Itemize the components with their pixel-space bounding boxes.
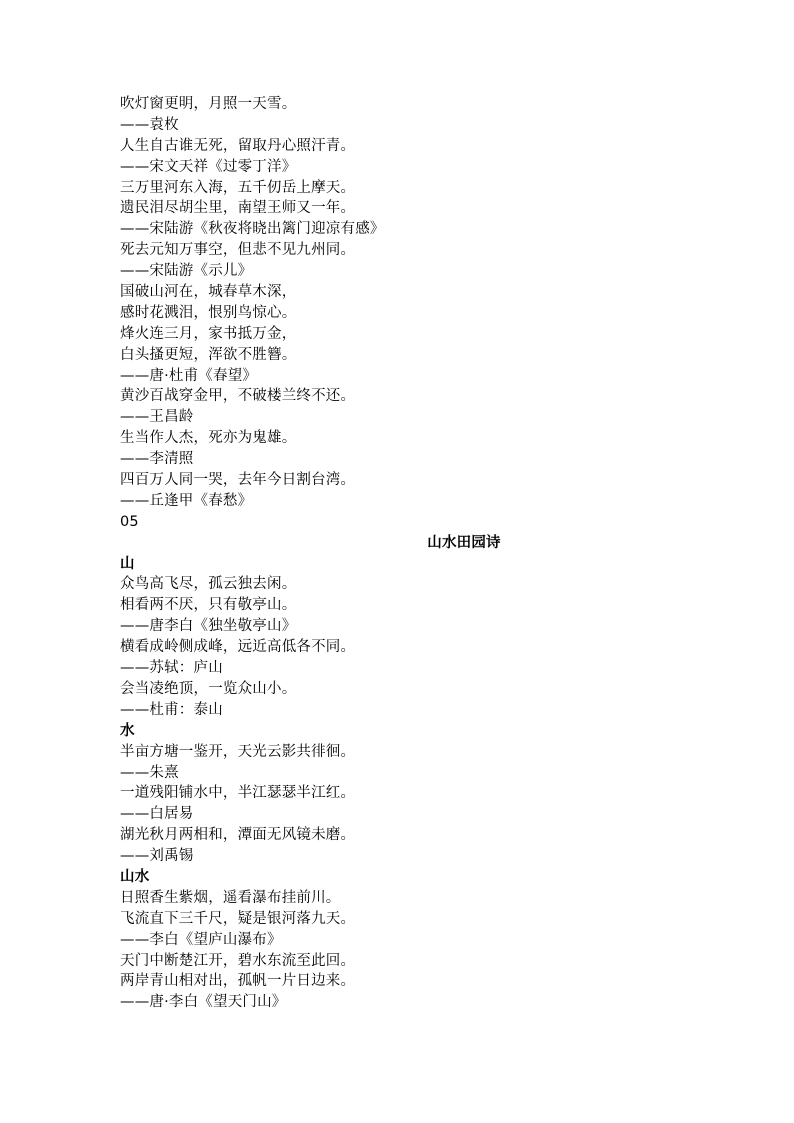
attribution-line: ——杜甫：泰山 [120, 701, 223, 718]
attribution-line: ——宋陆游《示儿》 [120, 263, 253, 280]
attribution-line: ——苏轼：庐山 [120, 660, 223, 677]
text-line: 一道残阳铺水中，半江瑟瑟半江红。 [120, 785, 356, 802]
attribution-line: ——丘逢甲《春愁》 [120, 492, 253, 509]
chapter-title: 山水田园诗 [427, 534, 501, 551]
attribution-line: ——李清照 [120, 451, 194, 468]
text-line: 05 [120, 513, 139, 530]
text-line: 众鸟高飞尽，孤云独去闲。 [120, 576, 297, 593]
text-line: 四百万人同一哭，去年今日割台湾。 [120, 472, 356, 489]
text-line: 横看成岭侧成峰，远近高低各不同。 [120, 639, 356, 656]
attribution-line: ——朱熹 [120, 764, 179, 781]
text-line: 相看两不厌，只有敬亭山。 [120, 597, 297, 614]
text-line: 三万里河东入海，五千仞岳上摩天。 [120, 179, 356, 196]
attribution-line: ——白居易 [120, 806, 194, 823]
attribution-line: ——唐李白《独坐敬亭山》 [120, 618, 297, 635]
attribution-line: ——李白《望庐山瀑布》 [120, 931, 282, 948]
attribution-line: ——宋文天祥《过零丁洋》 [120, 158, 297, 175]
text-line: 白头搔更短，浑欲不胜簪。 [120, 346, 297, 363]
text-line: 国破山河在，城春草木深， [120, 284, 297, 301]
attribution-line: ——王昌龄 [120, 409, 194, 426]
text-line: 会当凌绝顶，一览众山小。 [120, 680, 297, 697]
text-line: 人生自古谁无死，留取丹心照汗青。 [120, 137, 356, 154]
section-heading: 水 [120, 722, 135, 739]
text-line: 飞流直下三千尺，疑是银河落九天。 [120, 910, 356, 927]
section-heading: 山水 [120, 868, 150, 885]
attribution-line: ——刘禹锡 [120, 848, 194, 865]
text-line: 死去元知万事空，但悲不见九州同。 [120, 242, 356, 259]
text-line: 吹灯窗更明，月照一天雪。 [120, 96, 297, 112]
text-line: 感时花溅泪，恨别鸟惊心。 [120, 304, 297, 321]
section-heading: 山 [120, 555, 135, 572]
attribution-line: ——宋陆游《秋夜将晓出篱门迎凉有感》 [120, 221, 385, 238]
text-line: 黄沙百战穿金甲，不破楼兰终不还。 [120, 388, 356, 405]
text-line: 遗民泪尽胡尘里，南望王师又一年。 [120, 200, 356, 217]
poem-text-block [120, 94, 720, 1013]
text-line: 湖光秋月两相和，潭面无风镜未磨。 [120, 827, 356, 844]
attribution-line: ——袁枚 [120, 116, 179, 133]
attribution-line: ——唐·李白《望天门山》 [120, 994, 287, 1011]
text-line: 天门中断楚江开，碧水东流至此回。 [120, 952, 356, 969]
text-line: 两岸青山相对出，孤帆一片日边来。 [120, 973, 356, 990]
text-line: 烽火连三月，家书抵万金， [120, 325, 297, 342]
attribution-line: ——唐·杜甫《春望》 [120, 367, 258, 384]
text-line: 半亩方塘一鉴开，天光云影共徘徊。 [120, 743, 356, 760]
text-line: 生当作人杰，死亦为鬼雄。 [120, 430, 297, 447]
text-line: 日照香生紫烟，遥看瀑布挂前川。 [120, 889, 341, 906]
